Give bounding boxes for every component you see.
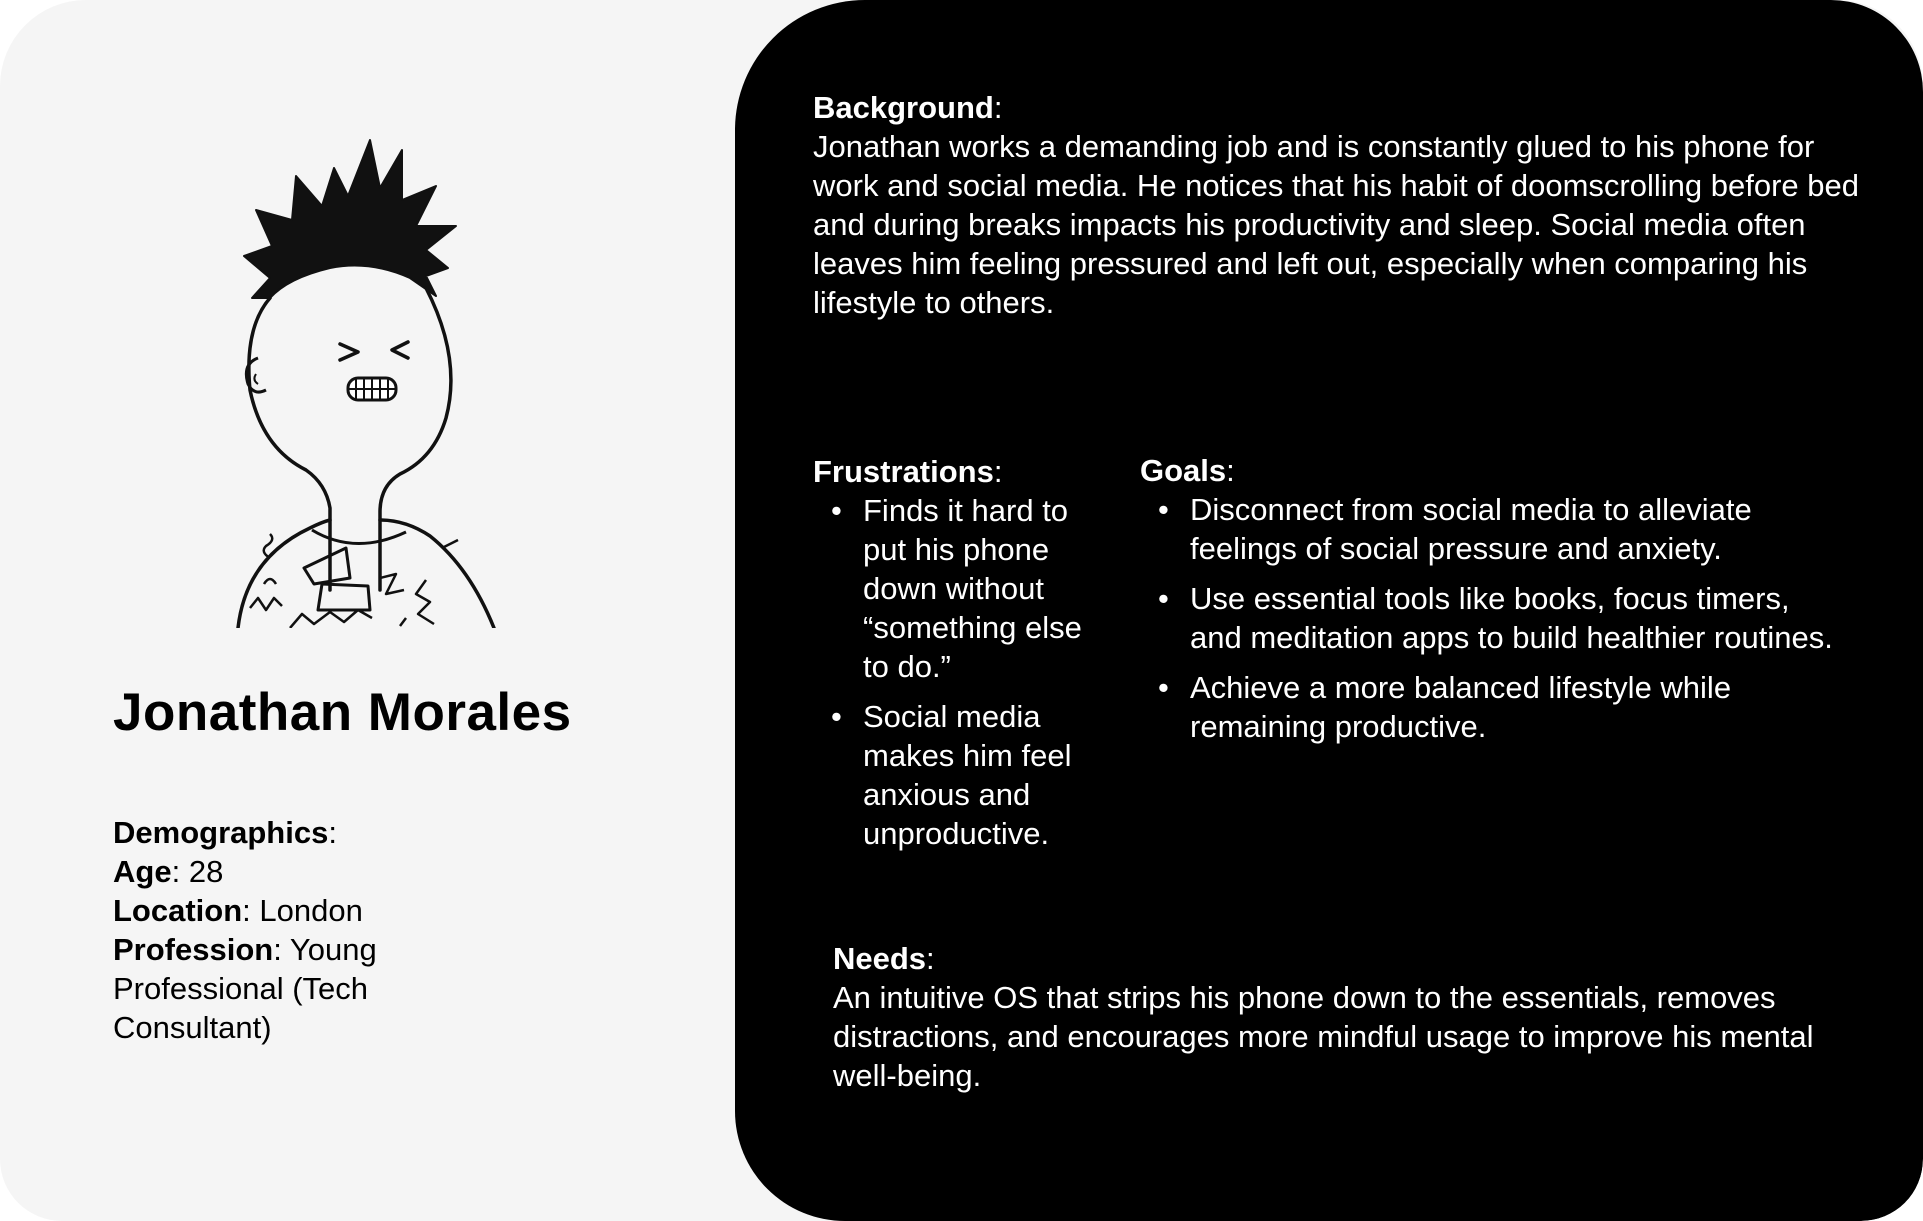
background-heading: Background <box>813 90 994 125</box>
goal-text: Use essential tools like books, focus timers, and meditation apps to build healthier routines. <box>1190 581 1833 655</box>
frustration-text: Finds it hard to put his phone down without “something else to do.” <box>863 493 1082 684</box>
background-text: Jonathan works a demanding job and is constantly glued to his phone for work and social media. He notices that his habit of doomscrolling before bed and during breaks impacts his productivity and sleep. Social media often leaves him feeling pressured and left out, especially when comparing his lifestyle to others. <box>813 129 1859 320</box>
list-item <box>1140 579 1840 657</box>
bullet: • <box>1158 492 1169 527</box>
age-label: Age <box>113 854 172 889</box>
persona-details-panel <box>735 0 1923 1221</box>
goals-list <box>1140 490 1840 746</box>
colon: : <box>1226 453 1235 488</box>
age-value: 28 <box>188 854 224 889</box>
bullet: • <box>831 493 842 528</box>
list-item <box>1140 668 1840 746</box>
persona-name: Jonathan Morales <box>113 683 572 742</box>
colon: : <box>993 90 1003 125</box>
colon: : <box>273 932 282 967</box>
demographics-section <box>113 813 453 1047</box>
demographics-heading: Demographics <box>113 815 329 850</box>
list-item <box>813 697 1113 853</box>
list-item <box>1140 490 1840 568</box>
bullet: • <box>1158 670 1169 705</box>
location-label: Location <box>113 893 243 928</box>
needs-heading: Needs <box>833 941 927 976</box>
colon: : <box>171 854 181 889</box>
needs-text: An intuitive OS that strips his phone down to the essentials, removes distractions, and encourages more mindful usage to improve his mental well-being. <box>833 980 1814 1093</box>
person-illustration-icon <box>230 128 530 628</box>
bullet: • <box>831 699 842 734</box>
bullet: • <box>1158 581 1169 616</box>
goal-text: Disconnect from social media to alleviate feelings of social pressure and anxiety. <box>1190 492 1752 566</box>
frustrations-section <box>813 452 1113 864</box>
frustration-text: Social media makes him feel anxious and unproductive. <box>863 699 1072 851</box>
frustrations-list <box>813 491 1113 853</box>
goals-heading: Goals <box>1140 453 1227 488</box>
colon: : <box>242 893 251 928</box>
location-value: London <box>259 893 363 928</box>
goals-section <box>1140 451 1840 757</box>
list-item <box>813 491 1113 686</box>
profession-label: Profession <box>113 932 274 967</box>
needs-section <box>833 939 1853 1095</box>
frustrations-heading: Frustrations <box>813 454 994 489</box>
colon: : <box>993 454 1003 489</box>
background-section <box>813 88 1873 322</box>
profession-value: Young Professional (Tech Consultant) <box>113 932 377 1045</box>
goal-text: Achieve a more balanced lifestyle while remaining productive. <box>1190 670 1732 744</box>
persona-profile-panel <box>0 0 735 1221</box>
colon: : <box>926 941 935 976</box>
colon: : <box>328 815 337 850</box>
